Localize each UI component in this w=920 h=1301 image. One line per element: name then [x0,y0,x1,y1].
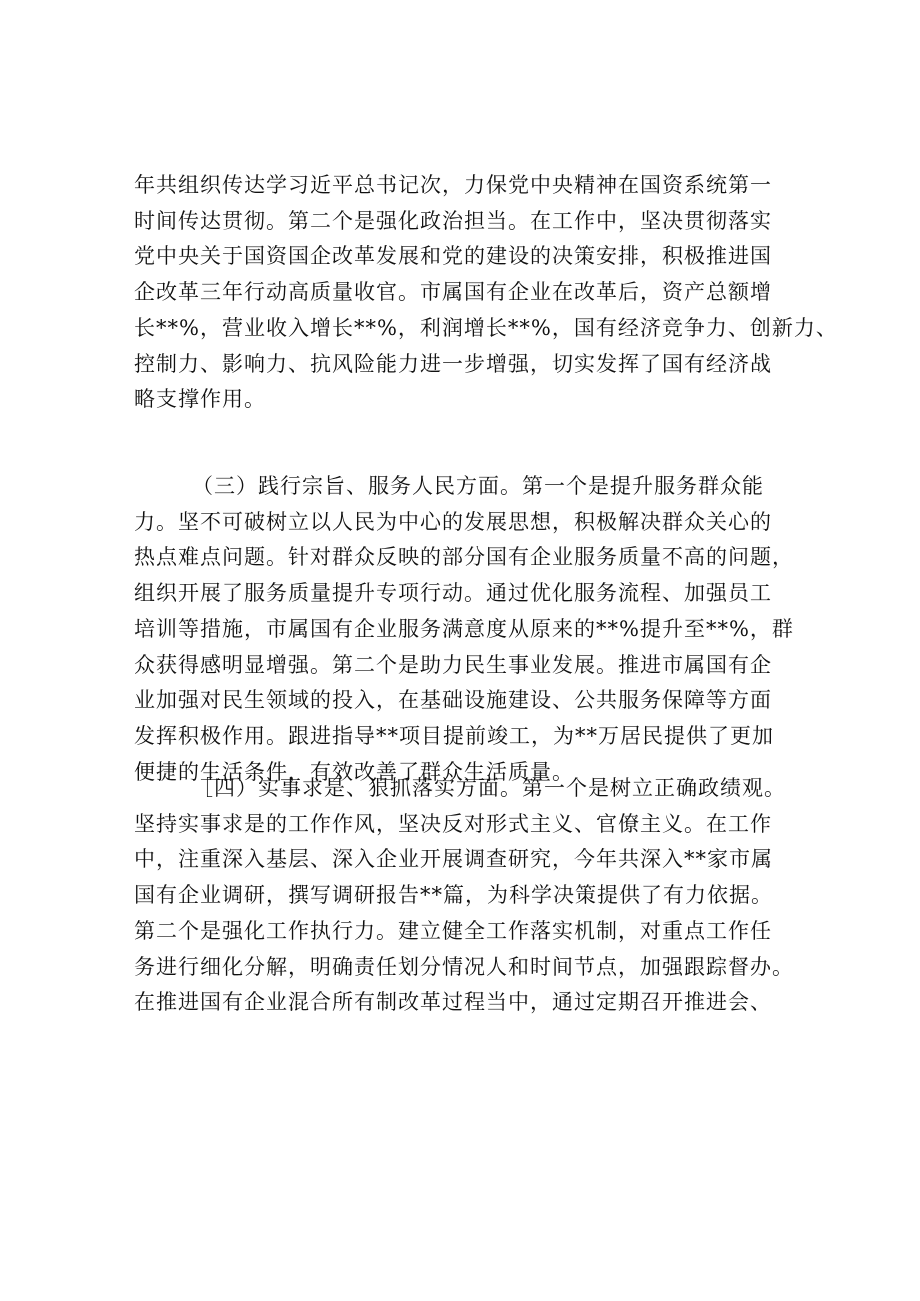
paragraph-3 [134,771,794,1021]
text-line: 党中央关于国资国企改革发展和党的建设的决策安排，积极推进国 [134,244,772,269]
text-line: 在推进国有企业混合所有制改革过程当中，通过定期召开推进会、 [134,990,772,1015]
text-line: （三）践行宗旨、服务人民方面。第一个是提升服务群众能 [192,474,764,498]
text-line: 业加强对民生领域的投入，在基础设施建设、公共服务保障等方面 [134,688,772,713]
text-line: 长**%，营业收入增长**%，利润增长**%，国有经济竞争力、创新力、 [134,315,838,340]
text-line: 时间传达贯彻。第二个是强化政治担当。在工作中，坚决贯彻落实 [134,208,772,233]
text-line: 发挥积极作用。跟进指导**项目提前竣工，为**万居民提供了更加 [134,723,774,748]
paragraph-1 [134,168,838,418]
text-line: 便捷的生活条件，有效改善了群众生活质量。 [134,759,574,784]
text-line: 年共组织传达学习近平总书记次，力保党中央精神在国资系统第一 [134,173,772,197]
text-line: 力。坚不可破树立以人民为中心的发展思想，积极解决群众关心的 [134,509,772,534]
text-line: 略支撑作用。 [134,387,266,412]
paragraph-2 [134,469,794,790]
text-line: 国有企业调研，撰写调研报告**篇，为科学决策提供了有力依据。 [134,883,773,908]
text-line: 众获得感明显增强。第二个是助力民生事业发展。推进市属国有企 [134,652,772,677]
text-line: 中，注重深入基层、深入企业开展调查研究，今年共深入**家市属 [134,847,773,872]
text-line: 坚持实事求是的工作作风，坚决反对形式主义、官僚主义。在工作 [134,811,772,836]
text-line: 务进行细化分解，明确责任划分情况人和时间节点，加强跟踪督办。 [134,954,794,979]
text-line: 企改革三年行动高质量收官。市属国有企业在改革后，资产总额增 [134,280,772,305]
text-line: 控制力、影响力、抗风险能力进一步增强，切实发挥了国有经济战 [134,351,772,376]
text-line: 培训等措施，市属国有企业服务满意度从原来的**%提升至**%，群 [134,616,794,641]
text-line: 第二个是强化工作执行力。建立健全工作落实机制，对重点工作任 [134,918,772,943]
text-line: 热点难点问题。针对群众反映的部分国有企业服务质量不高的问题， [134,545,794,570]
text-line: ［四）实事求是、狠抓落实方面。第一个是树立正确政绩观。 [192,776,786,800]
text-line: 组织开展了服务质量提升专项行动。通过优化服务流程、加强员工 [134,581,772,606]
